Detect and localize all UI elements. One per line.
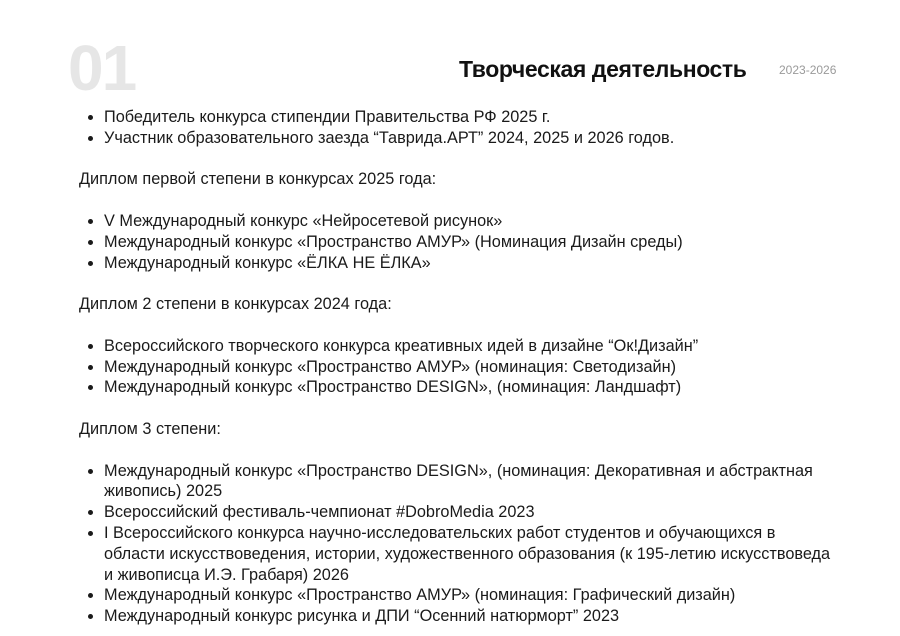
list-item: • Всероссийского творческого конкурса креативных идей в дизайне “Ок!Дизайн” xyxy=(104,336,839,357)
section-number: 01 xyxy=(68,32,136,104)
list-item: • Международный конкурс «Пространство АМУР» (Номинация Дизайн среды) xyxy=(104,232,839,253)
spacer xyxy=(79,398,839,419)
list-item: • Участник образовательного заезда “Таврида.АРТ” 2024, 2025 и 2026 годов. xyxy=(104,128,839,149)
list-item: • Всероссийский фестиваль-чемпионат #DobroMedia 2023 xyxy=(104,502,839,523)
diploma-second-heading: Диплом 2 степени в конкурсах 2024 года: xyxy=(79,295,392,314)
list-item: • I Всероссийского конкурса научно-исследовательских работ студентов и обучающихся в области искусствоведения, истории, художественного образования (к 195-летию искусствоведа и живописца И.Э. Грабаря) 2026 xyxy=(104,523,839,585)
years-range: 2023-2026 xyxy=(779,63,837,77)
list-item: • Международный конкурс «Пространство АМУР» (номинация: Светодизайн) xyxy=(104,357,839,378)
spacer xyxy=(79,190,839,211)
list-item: • Международный конкурс «Пространство DESIGN», (номинация: Ландшафт) xyxy=(104,377,839,398)
spacer xyxy=(79,315,839,336)
diploma-second-list xyxy=(79,336,839,398)
list-item: • Победитель конкурса стипендии Правительства РФ 2025 г. xyxy=(104,107,839,128)
list-item: • Международный конкурс рисунка и ДПИ “Осенний натюрморт” 2023 xyxy=(104,606,839,627)
diploma-first-list xyxy=(79,211,839,273)
list-item: • Международный конкурс «Пространство DESIGN», (номинация: Декоративная и абстрактная живопись) 2025 xyxy=(104,461,839,503)
list-item: • Международный конкурс «Пространство АМУР» (номинация: Графический дизайн) xyxy=(104,585,839,606)
intro-list xyxy=(79,107,839,149)
diploma-first-heading: Диплом первой степени в конкурсах 2025 года: xyxy=(79,170,437,189)
list-item: • V Международный конкурс «Нейросетевой рисунок» xyxy=(104,211,839,232)
list-item: • Международный конкурс «ЁЛКА НЕ ЁЛКА» xyxy=(104,253,839,274)
achievements-content xyxy=(79,107,839,627)
page-title: Творческая деятельность xyxy=(459,56,747,82)
spacer xyxy=(79,273,839,294)
diploma-third-heading: Диплом 3 степени: xyxy=(79,419,221,438)
diploma-third-list xyxy=(79,461,839,627)
spacer xyxy=(79,149,839,170)
spacer xyxy=(79,440,839,461)
